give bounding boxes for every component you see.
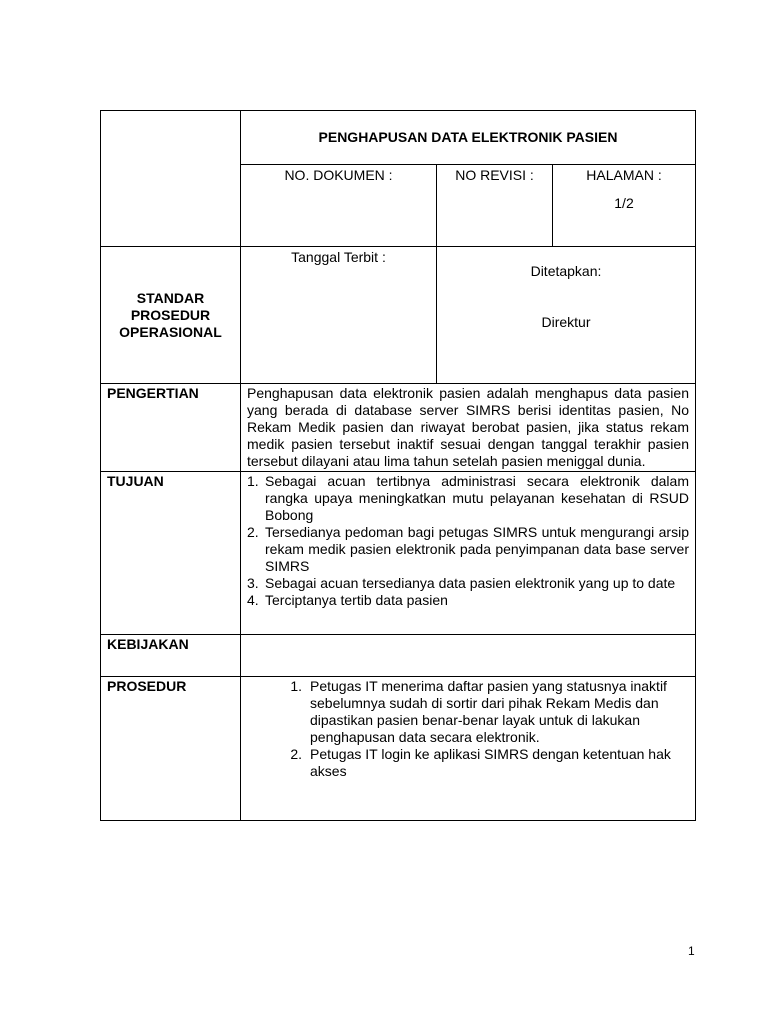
kebijakan-text — [241, 635, 696, 677]
sop-table — [100, 110, 696, 821]
sop-line-standar: STANDAR — [136, 289, 205, 306]
list-item: 1. Petugas IT menerima daftar pasien yang statusnya inaktif sebelumnya sudah di sortir dari pihak Rekam Medis dan dipastikan pasien benar-benar layak untuk di lakukan penghapusan data secara elektronik. — [290, 678, 667, 745]
document-title: PENGHAPUSAN DATA ELEKTRONIK PASIEN — [241, 111, 696, 165]
pengertian-text: Penghapusan data elektronik pasien adalah menghapus data pasien yang berada di database server SIMRS berisi identitas pasien, No Rekam Medik pasien dan riwayat berobat pasien, jika status rekam medik pasien tersebut inaktif sesuai dengan tanggal terakhir pasien tersebut dilayani atau lima tahun setelah pasien meniggal dunia. — [241, 384, 696, 472]
list-item: 4. Terciptanya tertib data pasien — [247, 592, 448, 608]
list-item: 2. Petugas IT login ke aplikasi SIMRS dengan ketentuan hak akses — [290, 746, 671, 779]
no-dokumen-cell — [241, 165, 437, 247]
tujuan-cell — [241, 472, 696, 635]
sop-line-operasional: OPERASIONAL — [119, 323, 222, 340]
halaman-cell — [553, 165, 696, 247]
ditetapkan-label: Ditetapkan: — [530, 263, 602, 279]
logo-cell — [101, 111, 241, 247]
kebijakan-label: KEBIJAKAN — [101, 635, 241, 677]
list-item: 1. Sebagai acuan tertibnya administrasi secara elektronik dalam rangka upaya meningkatkan mutu pelayanan kesehatan di RSUD Bobong — [247, 473, 689, 523]
no-revisi-label: NO REVISI : — [455, 167, 534, 183]
prosedur-cell — [241, 677, 696, 821]
pengertian-label: PENGERTIAN — [101, 384, 241, 472]
sop-label — [101, 247, 241, 384]
no-revisi-cell — [437, 165, 553, 247]
no-dokumen-label: NO. DOKUMEN : — [284, 167, 393, 183]
sop-line-prosedur: PROSEDUR — [130, 306, 211, 323]
list-item: 3. Sebagai acuan tersedianya data pasien elektronik yang up to date — [247, 575, 676, 591]
tanggal-terbit-cell — [241, 247, 437, 384]
ditetapkan-cell — [437, 247, 696, 384]
list-item: 2. Tersedianya pedoman bagi petugas SIMRS untuk mengurangi arsip rekam medik pasien elektronik pada penyimpanan data base server SIMRS — [247, 524, 689, 574]
page-number: 1 — [688, 944, 695, 958]
tujuan-label: TUJUAN — [101, 472, 241, 635]
halaman-value: 1/2 — [614, 195, 634, 211]
tujuan-list — [247, 473, 689, 609]
prosedur-label: PROSEDUR — [101, 677, 241, 821]
tanggal-terbit-label: Tanggal Terbit : — [291, 249, 386, 265]
prosedur-list — [247, 678, 689, 780]
direktur-label: Direktur — [541, 314, 591, 330]
halaman-label: HALAMAN : — [586, 167, 662, 183]
